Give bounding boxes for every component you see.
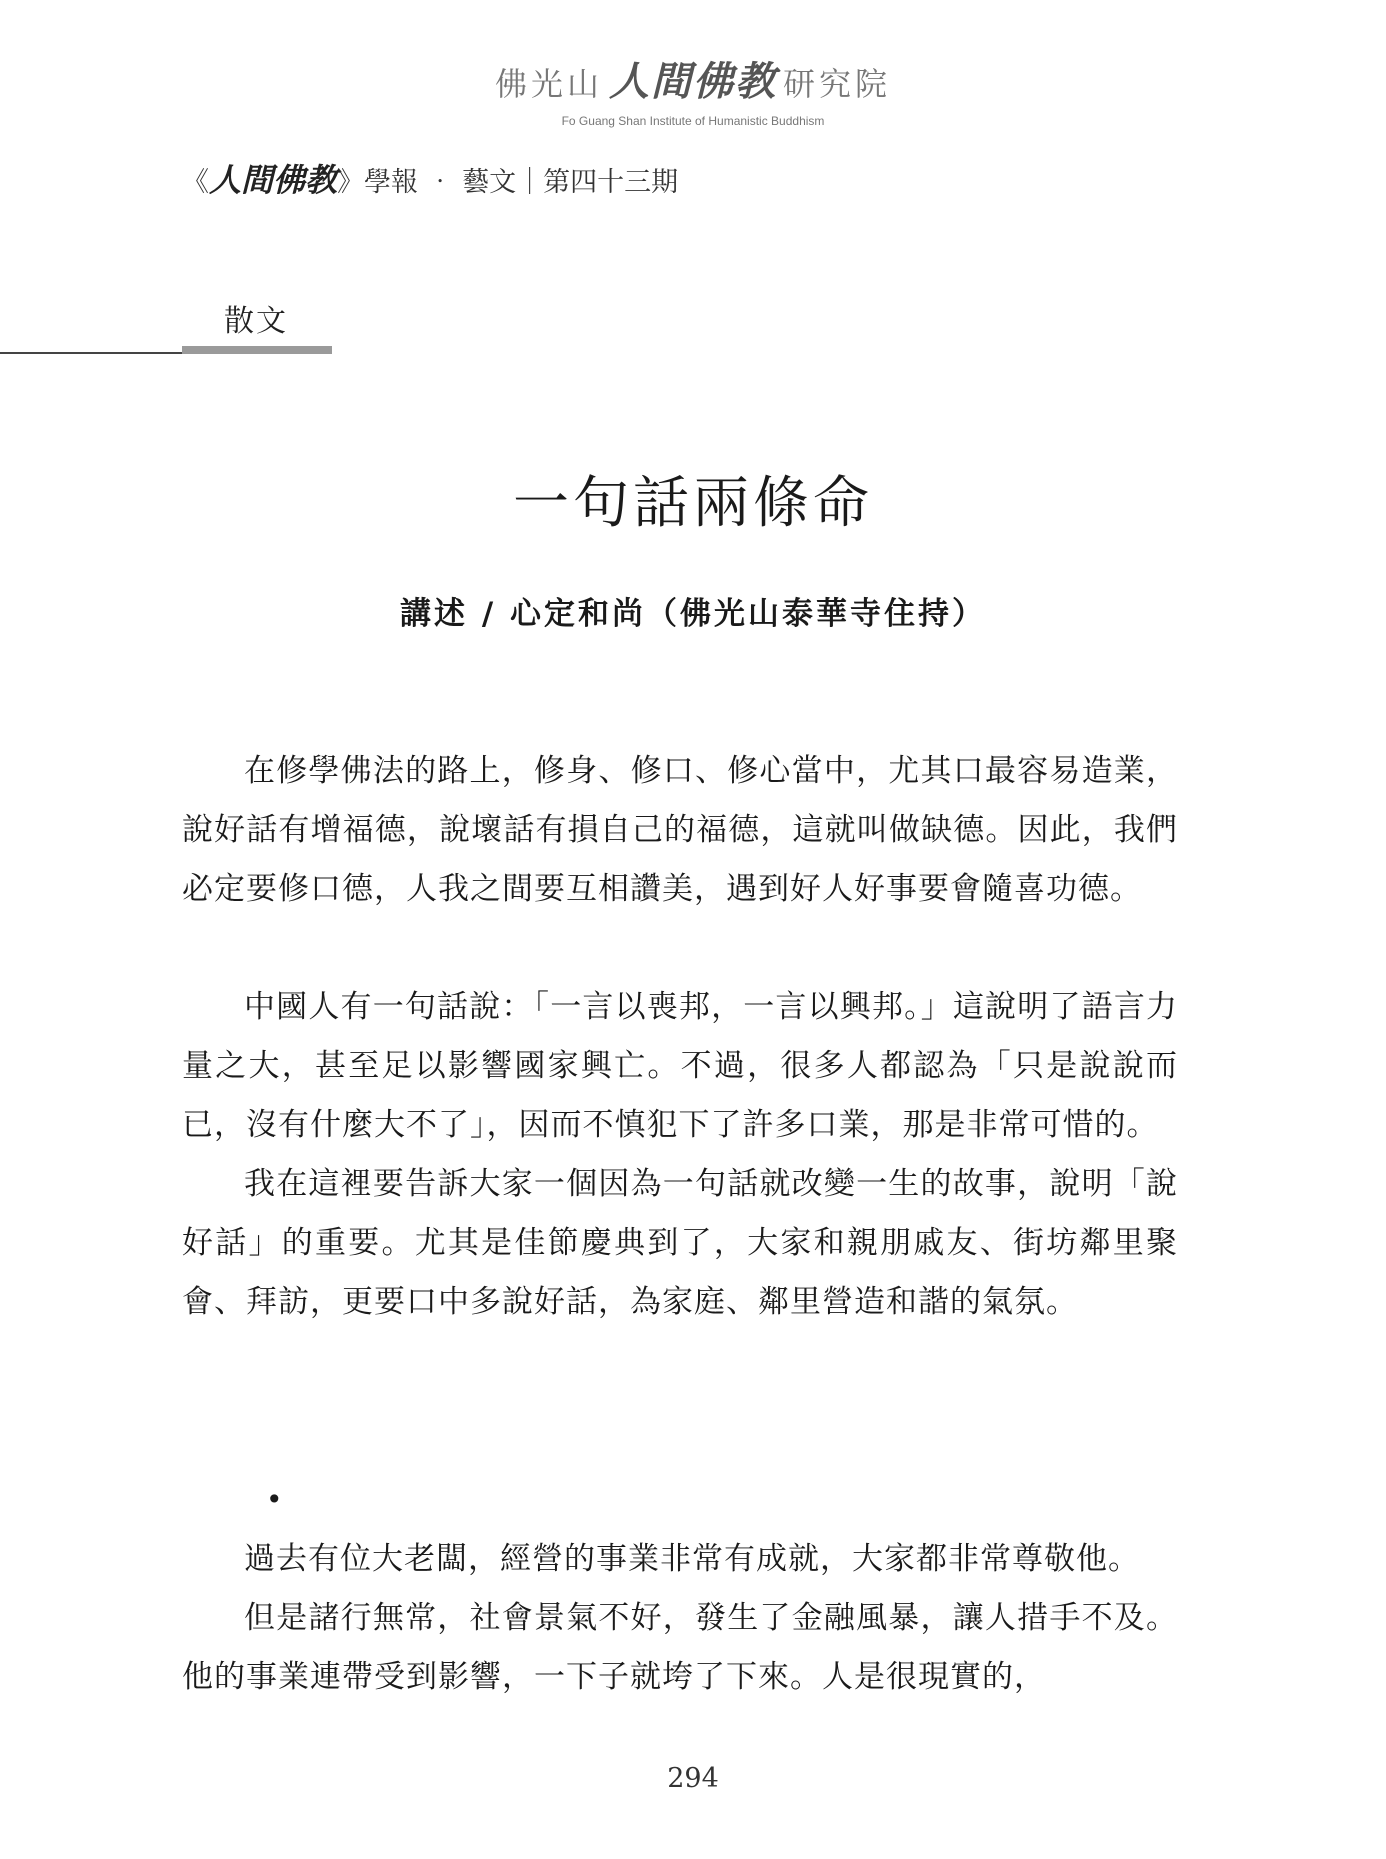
section-label: 散文 bbox=[224, 304, 288, 339]
institute-header bbox=[0, 58, 1386, 105]
section-divider-bar bbox=[182, 346, 332, 354]
journal-brand-logo: 人間佛教 bbox=[209, 161, 338, 199]
section-separator: • bbox=[266, 1483, 283, 1516]
article-body-part-2 bbox=[182, 1530, 1178, 1707]
body-paragraph: 但是諸行無常，社會景氣不好，發生了金融風暴，讓人措手不及。他的事業連帶受到影響，一下子就垮了下來。人是很現實的， bbox=[182, 1600, 1178, 1695]
journal-running-header bbox=[182, 162, 678, 201]
journal-open-bracket: 《 bbox=[182, 167, 209, 198]
body-paragraph: 中國人有一句話說：「一言以喪邦，一言以興邦。」這說明了語言力量之大，甚至足以影響國家興亡。不過，很多人都認為「只是說說而已，沒有什麼大不了」，因而不慎犯下了許多口業，那是非常可惜的。 bbox=[182, 989, 1178, 1143]
article-body-part-1 bbox=[182, 742, 1178, 1332]
body-paragraph: 我在這裡要告訴大家一個因為一句話就改變一生的故事，說明「說好話」的重要。尤其是佳節慶典到了，大家和親朋戚友、街坊鄰里聚會、拜訪，更要口中多說好話，為家庭、鄰里營造和諧的氣氛。 bbox=[182, 1166, 1178, 1320]
page-number: 294 bbox=[667, 1763, 719, 1794]
journal-issue-text: 》學報 ‧ 藝文｜第四十三期 bbox=[337, 167, 679, 198]
article-author: 講述 / 心定和尚（佛光山泰華寺住持） bbox=[400, 596, 986, 632]
institute-english-name: Fo Guang Shan Institute of Humanistic Buddhism bbox=[561, 114, 825, 128]
institute-prefix: 佛光山 bbox=[494, 65, 603, 103]
body-paragraph: 在修學佛法的路上，修身、修口、修心當中，尤其口最容易造業，說好話有增福德，說壞話有損自己的福德，這就叫做缺德。因此，我們必定要修口德，人我之間要互相讚美，遇到好人好事要會隨喜功德。 bbox=[182, 753, 1178, 907]
body-paragraph: 過去有位大老闆，經營的事業非常有成就，大家都非常尊敬他。 bbox=[244, 1541, 1140, 1577]
institute-brand-logo: 人間佛教 bbox=[609, 58, 777, 105]
institute-suffix: 研究院 bbox=[783, 65, 892, 103]
article-title: 一句話兩條命 bbox=[513, 471, 873, 536]
